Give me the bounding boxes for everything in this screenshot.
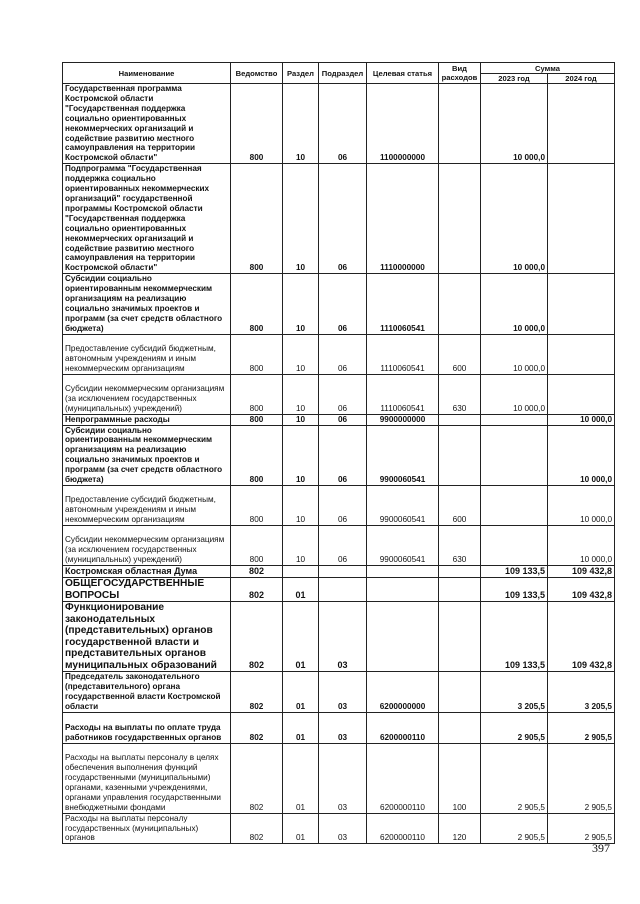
row-podrazdel: 06 xyxy=(319,274,367,334)
row-podrazdel: 06 xyxy=(319,486,367,526)
table-row xyxy=(63,84,615,164)
row-vedomstvo: 800 xyxy=(231,425,283,485)
row-name: Костромская областная Дума xyxy=(63,566,231,578)
row-podrazdel: 06 xyxy=(319,425,367,485)
row-sum-2023: 2 905,5 xyxy=(481,743,548,813)
header-year-2024: 2024 год xyxy=(548,74,615,84)
row-celevaya-statya: 1110060541 xyxy=(367,274,439,334)
row-vedomstvo: 800 xyxy=(231,334,283,374)
row-name: Непрограммные расходы xyxy=(63,414,231,425)
row-podrazdel: 06 xyxy=(319,334,367,374)
row-name: Председатель законодательного (представительного) органа государственной власти Костромской области xyxy=(63,672,231,713)
row-celevaya-statya: 1110060541 xyxy=(367,374,439,414)
header-celevaya-statya: Целевая статья xyxy=(367,63,439,84)
row-celevaya-statya: 9900060541 xyxy=(367,425,439,485)
header-podrazdel: Подраздел xyxy=(319,63,367,84)
row-podrazdel: 03 xyxy=(319,743,367,813)
row-celevaya-statya: 6200000110 xyxy=(367,813,439,844)
row-celevaya-statya: 6200000110 xyxy=(367,712,439,743)
row-celevaya-statya xyxy=(367,578,439,602)
table-row xyxy=(63,712,615,743)
row-razdel: 10 xyxy=(283,414,319,425)
row-vedomstvo: 800 xyxy=(231,374,283,414)
row-razdel: 10 xyxy=(283,274,319,334)
row-vid-rashodov xyxy=(439,414,481,425)
row-sum-2024: 10 000,0 xyxy=(548,425,615,485)
row-sum-2023: 10 000,0 xyxy=(481,274,548,334)
row-sum-2023: 10 000,0 xyxy=(481,374,548,414)
row-vid-rashodov xyxy=(439,164,481,274)
table-row xyxy=(63,578,615,602)
row-podrazdel: 06 xyxy=(319,84,367,164)
header-summa: Сумма xyxy=(481,63,615,74)
row-sum-2023 xyxy=(481,414,548,425)
row-name: Предоставление субсидий бюджетным, автономным учреждениям и иным некоммерческим организациям xyxy=(63,486,231,526)
row-vid-rashodov: 600 xyxy=(439,334,481,374)
row-sum-2023: 10 000,0 xyxy=(481,84,548,164)
row-vedomstvo: 800 xyxy=(231,274,283,334)
row-name: Субсидии социально ориентированным некоммерческим организациям на реализацию социально значимых проектов и программ (за счет средств областного бюджета) xyxy=(63,274,231,334)
row-razdel: 01 xyxy=(283,813,319,844)
row-celevaya-statya: 1110000000 xyxy=(367,164,439,274)
row-sum-2024: 109 432,8 xyxy=(548,578,615,602)
row-sum-2024 xyxy=(548,84,615,164)
row-razdel: 01 xyxy=(283,672,319,713)
row-sum-2023: 10 000,0 xyxy=(481,164,548,274)
row-vid-rashodov xyxy=(439,672,481,713)
row-celevaya-statya: 1110060541 xyxy=(367,334,439,374)
row-razdel: 10 xyxy=(283,374,319,414)
row-sum-2023: 2 905,5 xyxy=(481,813,548,844)
row-vid-rashodov xyxy=(439,578,481,602)
header-vedomstvo: Ведомство xyxy=(231,63,283,84)
table-row xyxy=(63,743,615,813)
row-vid-rashodov xyxy=(439,602,481,672)
row-razdel: 10 xyxy=(283,164,319,274)
row-podrazdel xyxy=(319,566,367,578)
row-podrazdel: 03 xyxy=(319,672,367,713)
row-name: Функционирование законодательных (представительных) органов государственной власти и представительных органов муниципальных образований xyxy=(63,602,231,672)
row-vedomstvo: 802 xyxy=(231,566,283,578)
row-sum-2024 xyxy=(548,164,615,274)
row-name: Предоставление субсидий бюджетным, автономным учреждениям и иным некоммерческим организациям xyxy=(63,334,231,374)
row-sum-2024: 2 905,5 xyxy=(548,743,615,813)
row-vedomstvo: 800 xyxy=(231,486,283,526)
table-row xyxy=(63,414,615,425)
header-name: Наименование xyxy=(63,63,231,84)
row-razdel: 01 xyxy=(283,602,319,672)
row-vedomstvo: 800 xyxy=(231,414,283,425)
row-vid-rashodov: 630 xyxy=(439,374,481,414)
row-sum-2024: 109 432,8 xyxy=(548,566,615,578)
row-name: Государственная программа Костромской области "Государственная поддержка социально ориентированных некоммерческих организаций и содействие развитию местного самоуправления на территории Костромской области" xyxy=(63,84,231,164)
row-podrazdel: 06 xyxy=(319,164,367,274)
row-sum-2024: 2 905,5 xyxy=(548,813,615,844)
row-celevaya-statya: 9900060541 xyxy=(367,486,439,526)
row-sum-2023 xyxy=(481,526,548,566)
row-podrazdel: 06 xyxy=(319,526,367,566)
row-vid-rashodov: 630 xyxy=(439,526,481,566)
row-sum-2024: 109 432,8 xyxy=(548,602,615,672)
table-row xyxy=(63,274,615,334)
row-sum-2024: 2 905,5 xyxy=(548,712,615,743)
row-razdel: 10 xyxy=(283,425,319,485)
row-sum-2023: 2 905,5 xyxy=(481,712,548,743)
budget-table xyxy=(62,62,615,844)
row-vid-rashodov: 600 xyxy=(439,486,481,526)
row-sum-2024: 10 000,0 xyxy=(548,414,615,425)
row-razdel: 01 xyxy=(283,578,319,602)
row-sum-2023: 10 000,0 xyxy=(481,334,548,374)
row-sum-2023: 109 133,5 xyxy=(481,566,548,578)
row-name: Подпрограмма "Государственная поддержка социально ориентированных некоммерческих организаций" государственной программы Костромской области "Государственная поддержка социально ориентированных некоммерческих организаций и содействие развитию местного самоуправления на территории Костромской области" xyxy=(63,164,231,274)
row-razdel: 01 xyxy=(283,712,319,743)
row-razdel: 10 xyxy=(283,526,319,566)
row-celevaya-statya xyxy=(367,602,439,672)
row-vid-rashodov xyxy=(439,84,481,164)
row-razdel xyxy=(283,566,319,578)
row-vid-rashodov: 100 xyxy=(439,743,481,813)
row-razdel: 10 xyxy=(283,334,319,374)
table-row xyxy=(63,334,615,374)
row-podrazdel: 06 xyxy=(319,414,367,425)
row-razdel: 10 xyxy=(283,486,319,526)
header-year-2023: 2023 год xyxy=(481,74,548,84)
row-name: Субсидии социально ориентированным некоммерческим организациям на реализацию социально значимых проектов и программ (за счет средств областного бюджета) xyxy=(63,425,231,485)
table-row xyxy=(63,602,615,672)
row-vid-rashodov xyxy=(439,712,481,743)
row-vedomstvo: 802 xyxy=(231,602,283,672)
header-razdel: Раздел xyxy=(283,63,319,84)
row-sum-2024 xyxy=(548,334,615,374)
row-celevaya-statya: 6200000110 xyxy=(367,743,439,813)
row-podrazdel: 03 xyxy=(319,712,367,743)
table-header xyxy=(63,63,615,84)
row-name: Расходы на выплаты по оплате труда работников государственных органов xyxy=(63,712,231,743)
table-row xyxy=(63,672,615,713)
row-celevaya-statya: 9900000000 xyxy=(367,414,439,425)
table-row xyxy=(63,526,615,566)
row-sum-2024: 3 205,5 xyxy=(548,672,615,713)
row-name: Субсидии некоммерческим организациям (за исключением государственных (муниципальных) учреждений) xyxy=(63,374,231,414)
row-sum-2024 xyxy=(548,374,615,414)
row-sum-2023: 3 205,5 xyxy=(481,672,548,713)
row-name: Субсидии некоммерческим организациям (за исключением государственных (муниципальных) учреждений) xyxy=(63,526,231,566)
row-podrazdel: 06 xyxy=(319,374,367,414)
row-sum-2024 xyxy=(548,274,615,334)
row-name: ОБЩЕГОСУДАРСТВЕННЫЕ ВОПРОСЫ xyxy=(63,578,231,602)
row-sum-2023 xyxy=(481,425,548,485)
row-celevaya-statya: 9900060541 xyxy=(367,526,439,566)
row-name: Расходы на выплаты персоналу в целях обеспечения выполнения функций государственными (муниципальными) органами, казенными учреждениями, органами управления государственными внебюджетными фондами xyxy=(63,743,231,813)
row-sum-2023 xyxy=(481,486,548,526)
row-vedomstvo: 800 xyxy=(231,164,283,274)
row-vid-rashodov xyxy=(439,425,481,485)
row-vedomstvo: 800 xyxy=(231,84,283,164)
row-podrazdel xyxy=(319,578,367,602)
header-vid-rashodov: Вид расходов xyxy=(439,63,481,84)
row-razdel: 10 xyxy=(283,84,319,164)
table-row xyxy=(63,486,615,526)
row-celevaya-statya: 1100000000 xyxy=(367,84,439,164)
row-celevaya-statya xyxy=(367,566,439,578)
row-podrazdel: 03 xyxy=(319,602,367,672)
row-sum-2023: 109 133,5 xyxy=(481,578,548,602)
row-vedomstvo: 802 xyxy=(231,743,283,813)
table-row xyxy=(63,566,615,578)
row-vid-rashodov xyxy=(439,274,481,334)
row-vedomstvo: 802 xyxy=(231,813,283,844)
row-vid-rashodov xyxy=(439,566,481,578)
row-podrazdel: 03 xyxy=(319,813,367,844)
row-vedomstvo: 802 xyxy=(231,578,283,602)
table-row xyxy=(63,813,615,844)
row-vedomstvo: 802 xyxy=(231,672,283,713)
row-name: Расходы на выплаты персоналу государственных (муниципальных) органов xyxy=(63,813,231,844)
row-sum-2023: 109 133,5 xyxy=(481,602,548,672)
row-vid-rashodov: 120 xyxy=(439,813,481,844)
page-number: 397 xyxy=(592,841,610,855)
row-sum-2024: 10 000,0 xyxy=(548,486,615,526)
row-vedomstvo: 802 xyxy=(231,712,283,743)
row-vedomstvo: 800 xyxy=(231,526,283,566)
row-razdel: 01 xyxy=(283,743,319,813)
table-row xyxy=(63,425,615,485)
row-celevaya-statya: 6200000000 xyxy=(367,672,439,713)
table-row xyxy=(63,164,615,274)
table-row xyxy=(63,374,615,414)
row-sum-2024: 10 000,0 xyxy=(548,526,615,566)
